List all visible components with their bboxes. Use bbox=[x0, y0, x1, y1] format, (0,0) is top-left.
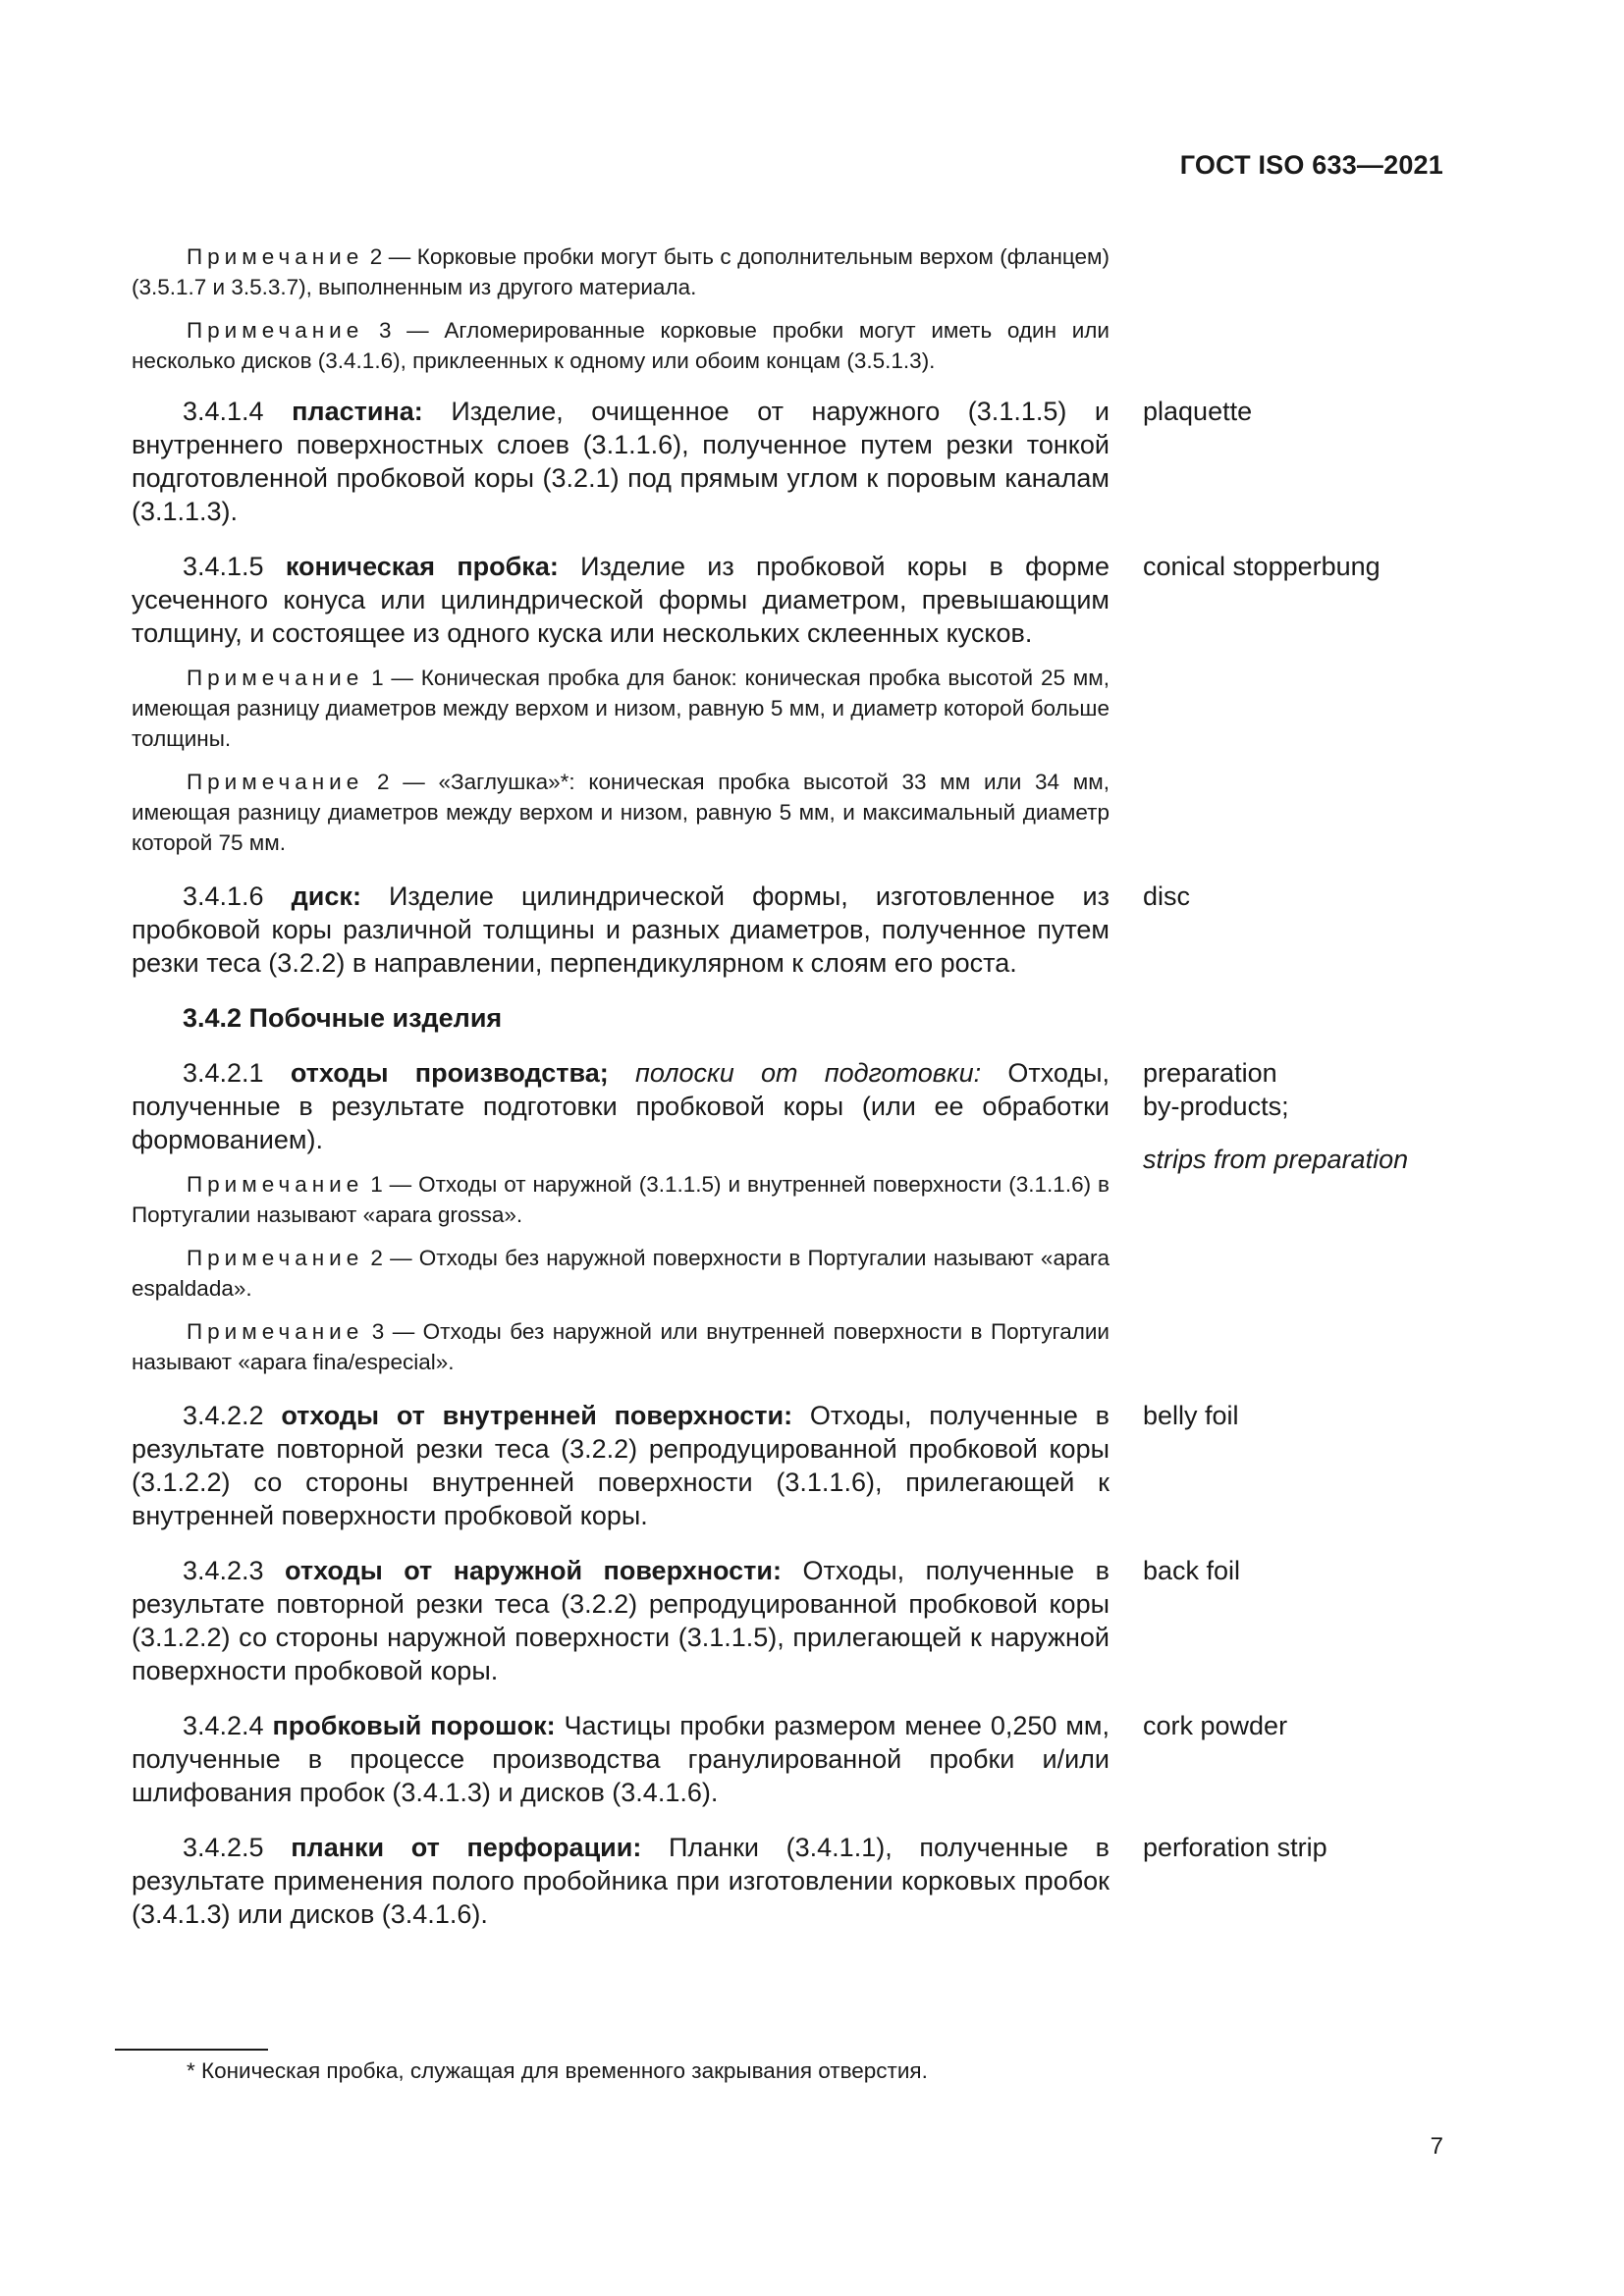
term-name: отходы производства; bbox=[290, 1058, 609, 1088]
english-term-synonym: strips from preparation bbox=[1143, 1145, 1409, 1174]
term-text: Отходы, полученные в результате подготовки пробковой коры (или ее обработки формованием). bbox=[132, 1058, 1110, 1154]
note-label: Примечание bbox=[187, 770, 364, 794]
document-code: ГОСТ ISO 633—2021 bbox=[1179, 150, 1443, 180]
entry-3-4-2-1 bbox=[132, 1056, 1447, 1377]
note-text: 3 — Агломерированные корковые пробки могут иметь один или несколько дисков (3.4.1.6), приклеенных к одному или обоим концам (3.5.1.3). bbox=[132, 318, 1110, 373]
term-text: Частицы пробки размером менее 0,250 мм, полученные в процессе производства гранулированной пробки и/или шлифования пробок (3.4.1.3) и дисков (3.4.1.6). bbox=[132, 1711, 1110, 1807]
term-text: Отходы, полученные в результате повторной резки теса (3.2.2) репродуцированной пробковой коры (3.1.2.2) со стороны наружной поверхности (3.1.1.5), прилегающей к наружной поверхности пробковой коры. bbox=[132, 1556, 1110, 1685]
english-term-group bbox=[1143, 1056, 1408, 1176]
note-text: 2 — «Заглушка»*: коническая пробка высотой 33 мм или 34 мм, имеющая разницу диаметров между верхом и низом, равную 5 мм, и максимальный диаметр которой 75 мм. bbox=[132, 770, 1110, 855]
term-name: отходы от внутренней поверхности: bbox=[281, 1401, 793, 1430]
page-number: 7 bbox=[1430, 2133, 1443, 2160]
english-term: plaquette bbox=[1143, 397, 1253, 426]
section-heading: 3.4.2 Побочные изделия bbox=[183, 1003, 503, 1033]
english-term: preparation bbox=[1143, 1058, 1277, 1088]
term-number: 3.4.2.1 bbox=[183, 1058, 291, 1088]
term-number: 3.4.1.4 bbox=[183, 397, 293, 426]
note bbox=[132, 1169, 1110, 1230]
entry-3-4-1-4 bbox=[132, 395, 1447, 528]
note bbox=[132, 663, 1110, 754]
term-definition bbox=[132, 1709, 1110, 1809]
term-definition bbox=[132, 395, 1110, 528]
term-text: Планки (3.4.1.1), полученные в результате применения полого пробойника при изготовлении корковых пробок (3.4.1.3) или дисков (3.4.1.6). bbox=[132, 1833, 1110, 1929]
note bbox=[132, 241, 1110, 302]
term-name: диск: bbox=[291, 881, 361, 911]
term-name: коническая пробка: bbox=[285, 552, 559, 581]
english-term: conical stopperbung bbox=[1143, 552, 1380, 581]
note-label: Примечание bbox=[187, 666, 364, 690]
term-name: отходы от наружной поверхности: bbox=[285, 1556, 782, 1585]
term-definition bbox=[132, 550, 1110, 650]
note-text: 3 — Отходы без наружной или внутренней поверхности в Португалии называют «apara fina/especial». bbox=[132, 1319, 1110, 1374]
english-term: perforation strip bbox=[1143, 1833, 1327, 1862]
english-term: by-products; bbox=[1143, 1092, 1289, 1121]
note-label: Примечание bbox=[187, 1246, 364, 1270]
note-text: 2 — Корковые пробки могут быть с дополнительным верхом (фланцем) (3.5.1.7 и 3.5.3.7), выполненным из другого материала. bbox=[132, 244, 1110, 299]
english-term: back foil bbox=[1143, 1556, 1241, 1585]
term-definition bbox=[132, 1056, 1110, 1156]
term-number: 3.4.2.5 bbox=[183, 1833, 292, 1862]
term-text: Изделие цилиндрической формы, изготовленное из пробковой коры различной толщины и разных диаметров, полученное путем резки теса (3.2.2) в направлении, перпендикулярном к слоям его роста. bbox=[132, 881, 1110, 978]
english-term: cork powder bbox=[1143, 1711, 1288, 1740]
term-text: Изделие, очищенное от наружного (3.1.1.5) и внутреннего поверхностных слоев (3.1.1.6), полученное путем резки тонкой подготовленной пробковой коры (3.2.1) под прямым углом к поровым каналам (3.1.1.3). bbox=[132, 397, 1110, 526]
term-definition bbox=[132, 1399, 1110, 1532]
term-number: 3.4.1.6 bbox=[183, 881, 292, 911]
term-number: 3.4.2.4 bbox=[183, 1711, 273, 1740]
term-name: планки от перфорации: bbox=[291, 1833, 642, 1862]
note-label: Примечание bbox=[187, 244, 364, 269]
english-term: disc bbox=[1143, 881, 1191, 911]
entry-3-4-1-6 bbox=[132, 880, 1447, 980]
footnote: * Коническая пробка, служащая для временного закрывания отверстия. bbox=[187, 2058, 928, 2083]
term-definition bbox=[132, 1554, 1110, 1687]
term-text: Изделие из пробковой коры в форме усеченного конуса или цилиндрической формы диаметром, превышающим толщину, и состоящее из одного куска или нескольких склеенных кусков. bbox=[132, 552, 1110, 648]
note-label: Примечание bbox=[187, 1172, 364, 1197]
note-text: 2 — Отходы без наружной поверхности в Португалии называют «apara espaldada». bbox=[132, 1246, 1110, 1301]
note bbox=[132, 767, 1110, 858]
entry-3-4-2-3 bbox=[132, 1554, 1447, 1687]
term-name: пластина: bbox=[292, 397, 423, 426]
term-number: 3.4.1.5 bbox=[183, 552, 286, 581]
english-term: belly foil bbox=[1143, 1401, 1239, 1430]
term-number: 3.4.2.2 bbox=[183, 1401, 282, 1430]
note-text: 1 — Отходы от наружной (3.1.1.5) и внутренней поверхности (3.1.1.6) в Португалии называют «apara grossa». bbox=[132, 1172, 1110, 1227]
term-name: пробковый порошок: bbox=[272, 1711, 556, 1740]
term-text: Отходы, полученные в результате повторной резки теса (3.2.2) репродуцированной пробковой коры (3.1.2.2) со стороны внутренней поверхности (3.1.1.6), прилегающей к внутренней поверхности пробковой коры. bbox=[132, 1401, 1110, 1530]
note-label: Примечание bbox=[187, 1319, 364, 1344]
note bbox=[132, 315, 1110, 376]
entry-notes-top bbox=[132, 241, 1447, 376]
note-text: 1 — Коническая пробка для банок: коническая пробка высотой 25 мм, имеющая разницу диаметров между верхом и низом, равную 5 мм, и диаметр которой больше толщины. bbox=[132, 666, 1110, 751]
footnote-divider bbox=[115, 2049, 268, 2051]
term-number: 3.4.2.3 bbox=[183, 1556, 286, 1585]
term-definition bbox=[132, 1831, 1110, 1931]
page-content bbox=[132, 241, 1447, 1931]
note bbox=[132, 1243, 1110, 1304]
entry-3-4-1-5 bbox=[132, 550, 1447, 858]
note-label: Примечание bbox=[187, 318, 364, 343]
entry-3-4-2-2 bbox=[132, 1399, 1447, 1532]
note bbox=[132, 1316, 1110, 1377]
term-synonym: полоски от подготовки: bbox=[608, 1058, 982, 1088]
entry-3-4-2-4 bbox=[132, 1709, 1447, 1809]
entry-3-4-2-5 bbox=[132, 1831, 1447, 1931]
term-definition bbox=[132, 880, 1110, 980]
